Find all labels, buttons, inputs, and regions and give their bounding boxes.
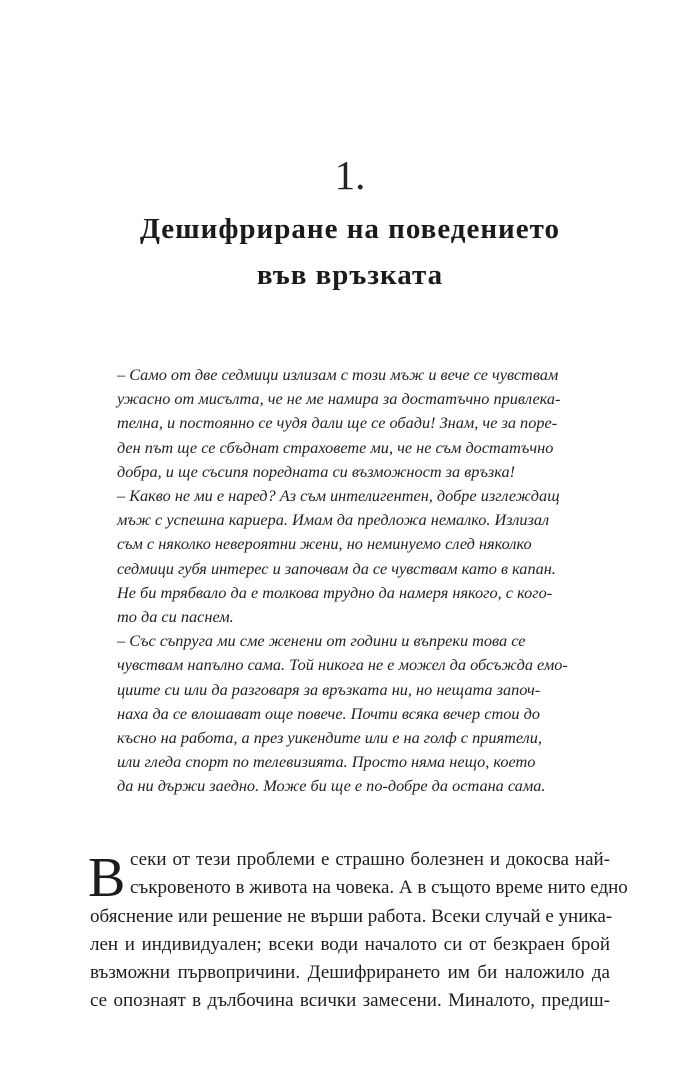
epigraph-quotes <box>117 363 592 799</box>
quote-line: да ни държи заедно. Може би ще е по-добре да остана сама. <box>117 776 546 796</box>
quote-line: добра, и ще съсипя поредната си възможност за връзка! <box>117 461 516 481</box>
quote-line: чувствам напълно сама. Той никога не е можел да обсъжда емо- <box>117 655 568 675</box>
quote-line: то да си паснем. <box>117 607 234 627</box>
quote-line: или гледа спорт по телевизията. Просто няма нещо, което <box>117 752 536 772</box>
chapter-title <box>60 206 640 298</box>
quote-line: мъж с успешна кариера. Имам да предложа немалко. Излизал <box>117 510 550 530</box>
quote-line: ден път ще се сбъднат страховете ми, че не съм достатъчно <box>117 437 554 457</box>
body-line: съкровеното в живота на човека. А в същото време нито едно <box>130 877 628 899</box>
body-line: се опознаят в дълбочина всички замесени. Миналото, предиш- <box>90 990 610 1012</box>
quote-line: съм с няколко невероятни жени, но неминуемо след няколко <box>117 534 532 554</box>
quote-line: – Само от две седмици излизам с този мъж и вече се чувствам <box>117 365 559 384</box>
drop-cap: В <box>88 847 126 909</box>
quote-line: Не би трябвало да е толкова трудно да намеря някого, с кого- <box>117 582 553 602</box>
quote-line: ужасно от мисълта, че не ме намира за достатъчно привлека- <box>117 389 561 409</box>
quote-line: седмици губя интерес и започвам да се чувствам като в капан. <box>117 558 556 578</box>
body-paragraph <box>90 846 628 1016</box>
body-line: обяснение или решение не върши работа. Всеки случай е уника- <box>90 905 613 927</box>
quote-line: циите си или да разговаря за връзката ни, но нещата започ- <box>117 679 541 699</box>
chapter-title-line: Дешифриране на поведението <box>139 213 561 245</box>
body-line: лен и индивидуален; всеки води началото си от безкраен брой <box>90 933 610 955</box>
body-line: секи от тези проблеми е страшно болезнен и докосва най- <box>130 849 610 870</box>
quote-line: наха да се влошават още повече. Почти всяка вечер стои до <box>117 703 540 723</box>
quote-line: – Какво не ми е наред? Аз съм интелигентен, добре изглеждащ <box>117 486 560 506</box>
chapter-title-line: във връзката <box>256 259 444 291</box>
body-line: възможни първопричини. Дешифрирането им би наложило да <box>90 962 610 984</box>
chapter-number: 1. <box>334 152 366 198</box>
quote-line: телна, и постоянно се чудя дали ще се обади! Знам, че за поре- <box>117 413 558 433</box>
quote-line: късно на работа, а през уикендите или е на голф с приятели, <box>117 728 542 748</box>
quote-line: – Със съпруга ми сме женени от години и въпреки това се <box>117 631 526 651</box>
